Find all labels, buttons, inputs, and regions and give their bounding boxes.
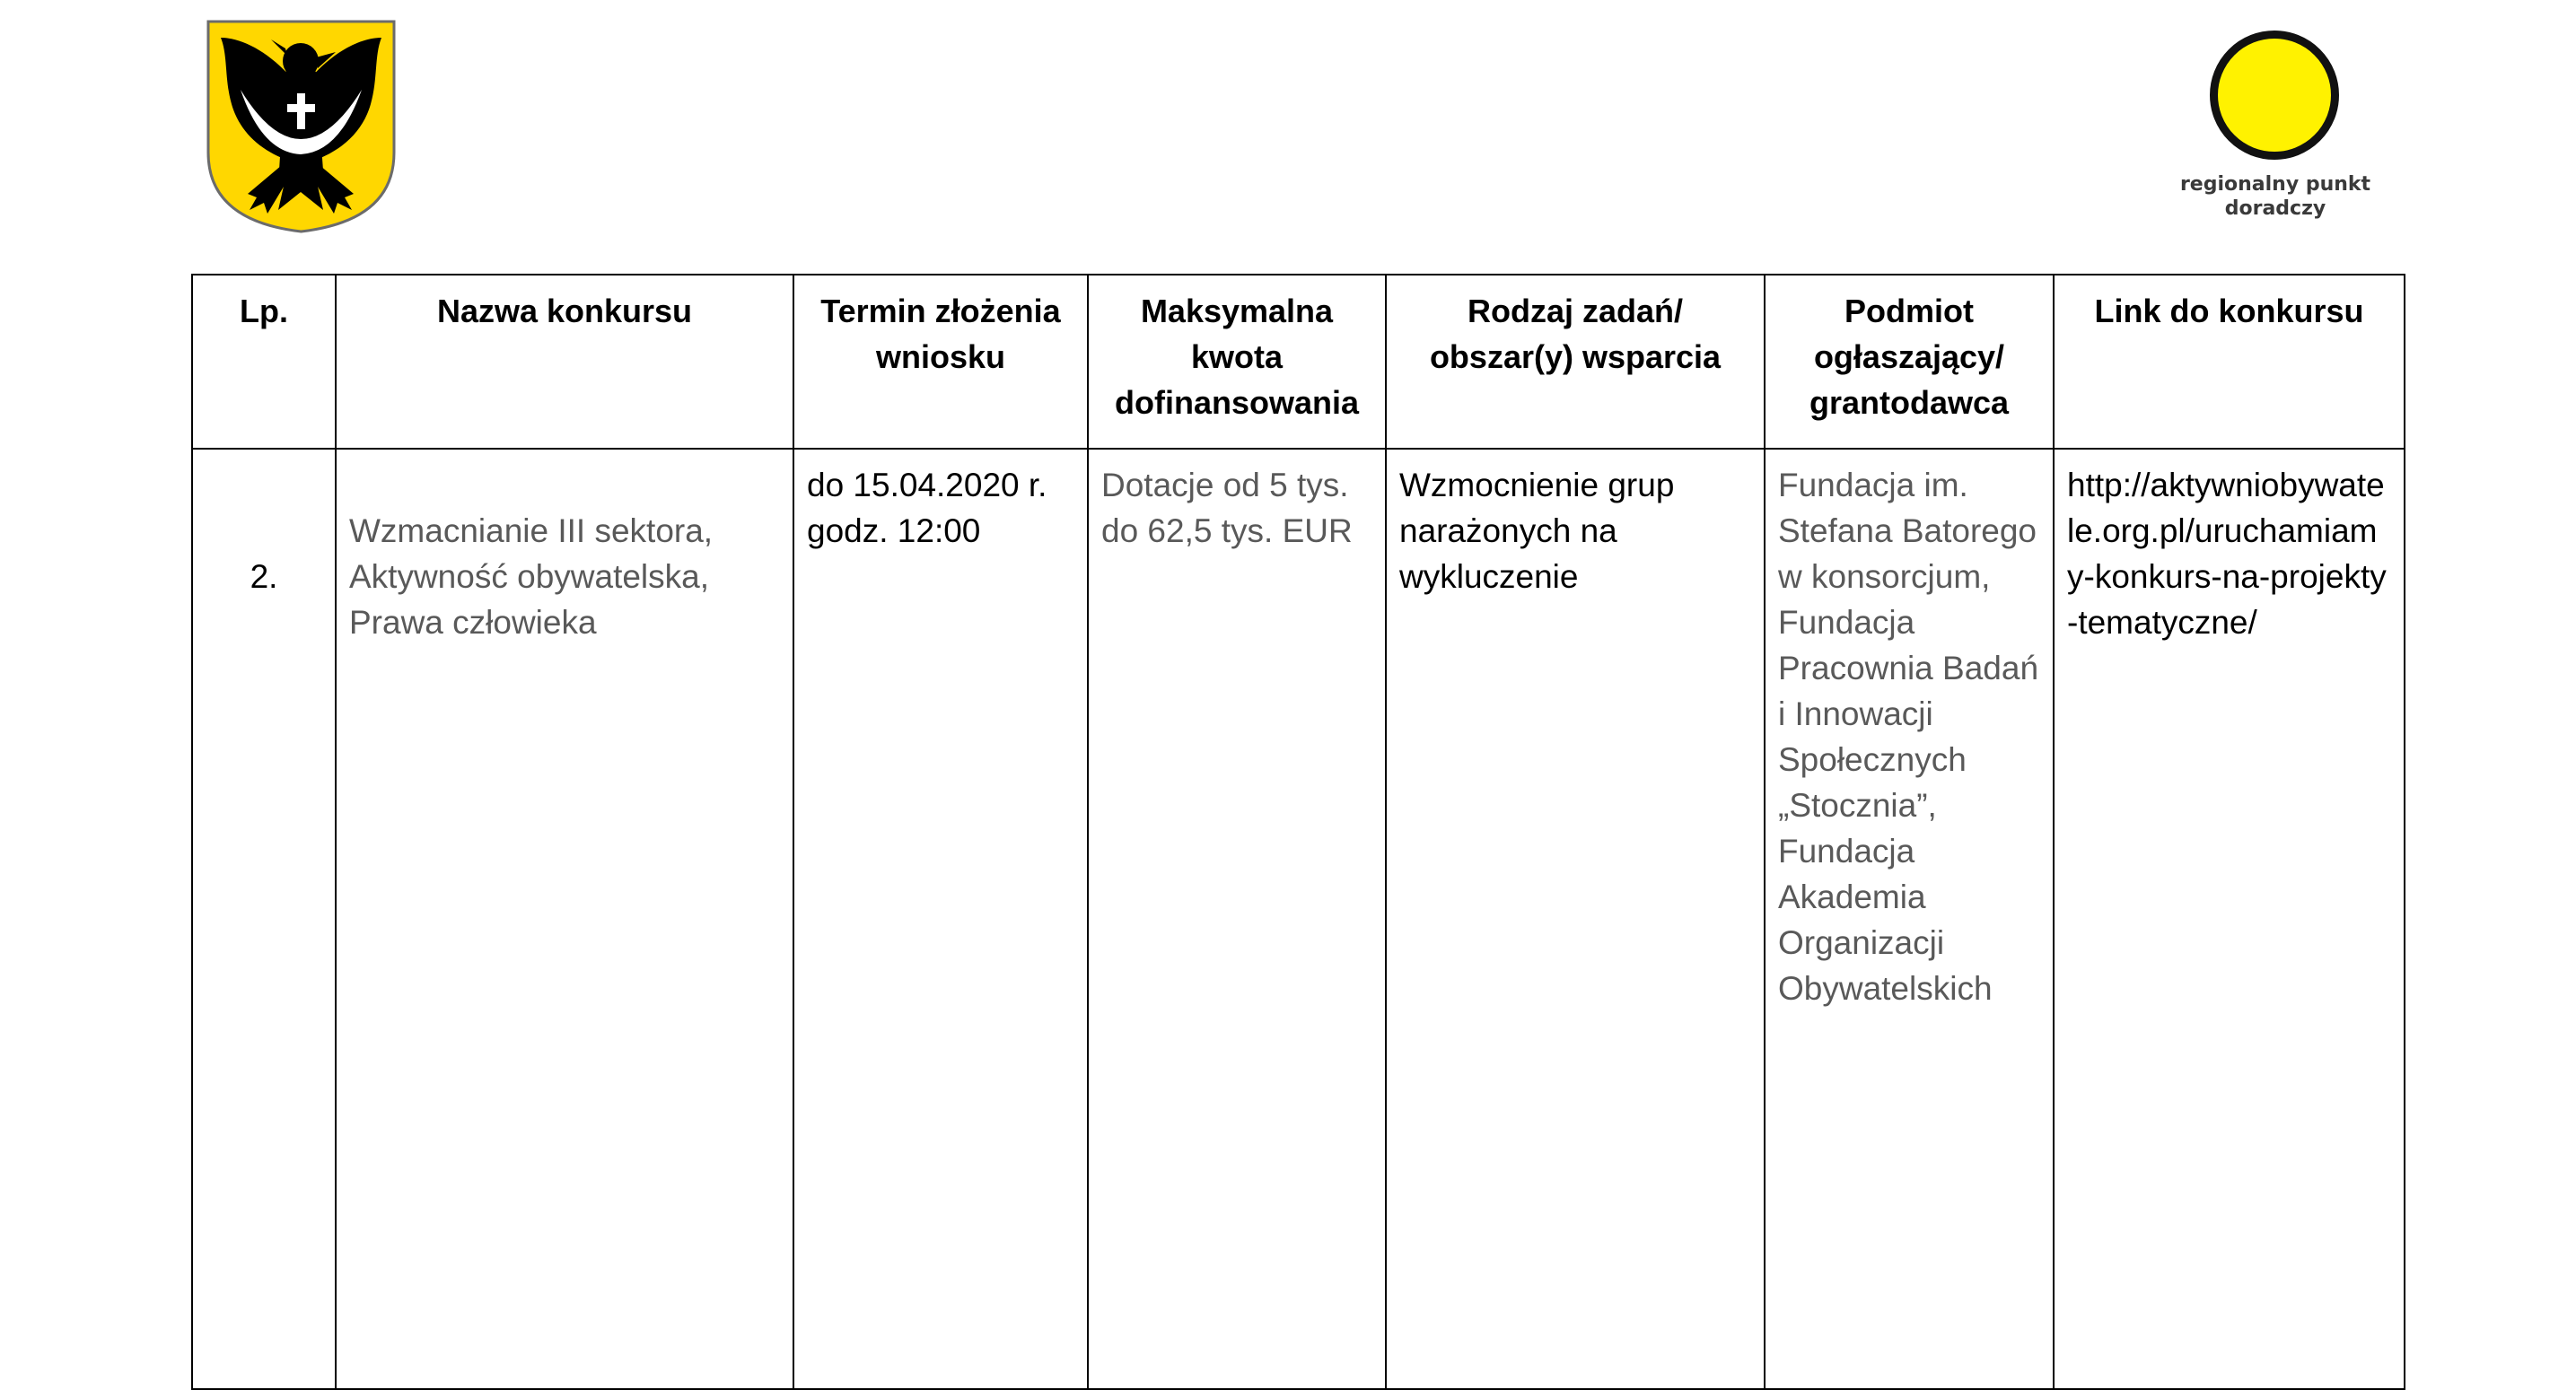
- logo-caption-line-1: regionalny punkt: [2179, 173, 2371, 196]
- cell-support-area: Wzmocnienie grup narażonych na wykluczenie: [1386, 449, 1765, 1389]
- cell-max-amount: Dotacje od 5 tys. do 62,5 tys. EUR: [1088, 449, 1386, 1389]
- logo-caption-line-2: doradczy: [2224, 197, 2326, 220]
- table-row: [192, 449, 2405, 1389]
- cell-competition-link[interactable]: http://aktywniobywatele.org.pl/uruchamiamy-konkurs-na-projekty-tematyczne/: [2054, 449, 2405, 1389]
- header-grantor: Podmiot ogłaszający/ grantodawca: [1765, 275, 2054, 449]
- cell-deadline: do 15.04.2020 r. godz. 12:00: [793, 449, 1088, 1389]
- cell-competition-name: Wzmacnianie III sektora, Aktywność obywatelska, Prawa człowieka: [336, 449, 793, 1389]
- header-max-amount: Maksymalna kwota dofinansowania: [1088, 275, 1386, 449]
- competitions-table: [191, 274, 2405, 1390]
- cell-grantor: Fundacja im. Stefana Batorego w konsorcjum, Fundacja Pracownia Badań i Innowacji Społecznych „Stocznia”, Fundacja Akademia Organizacji Obywatelskich: [1765, 449, 2054, 1389]
- lower-silesia-eagle-coat-of-arms-icon: [205, 18, 398, 235]
- logo-caption: [2172, 172, 2379, 221]
- header-competition-name: Nazwa konkursu: [336, 275, 793, 449]
- yellow-circle-logo-icon: [2210, 31, 2339, 160]
- header-lp: Lp.: [192, 275, 336, 449]
- table-header-row: [192, 275, 2405, 449]
- header-support-area: Rodzaj zadań/ obszar(y) wsparcia: [1386, 275, 1765, 449]
- cell-lp: 2.: [192, 449, 336, 1389]
- header-link: Link do konkursu: [2054, 275, 2405, 449]
- regionalny-punkt-doradczy-logo: [2172, 31, 2388, 237]
- header-deadline: Termin złożenia wniosku: [793, 275, 1088, 449]
